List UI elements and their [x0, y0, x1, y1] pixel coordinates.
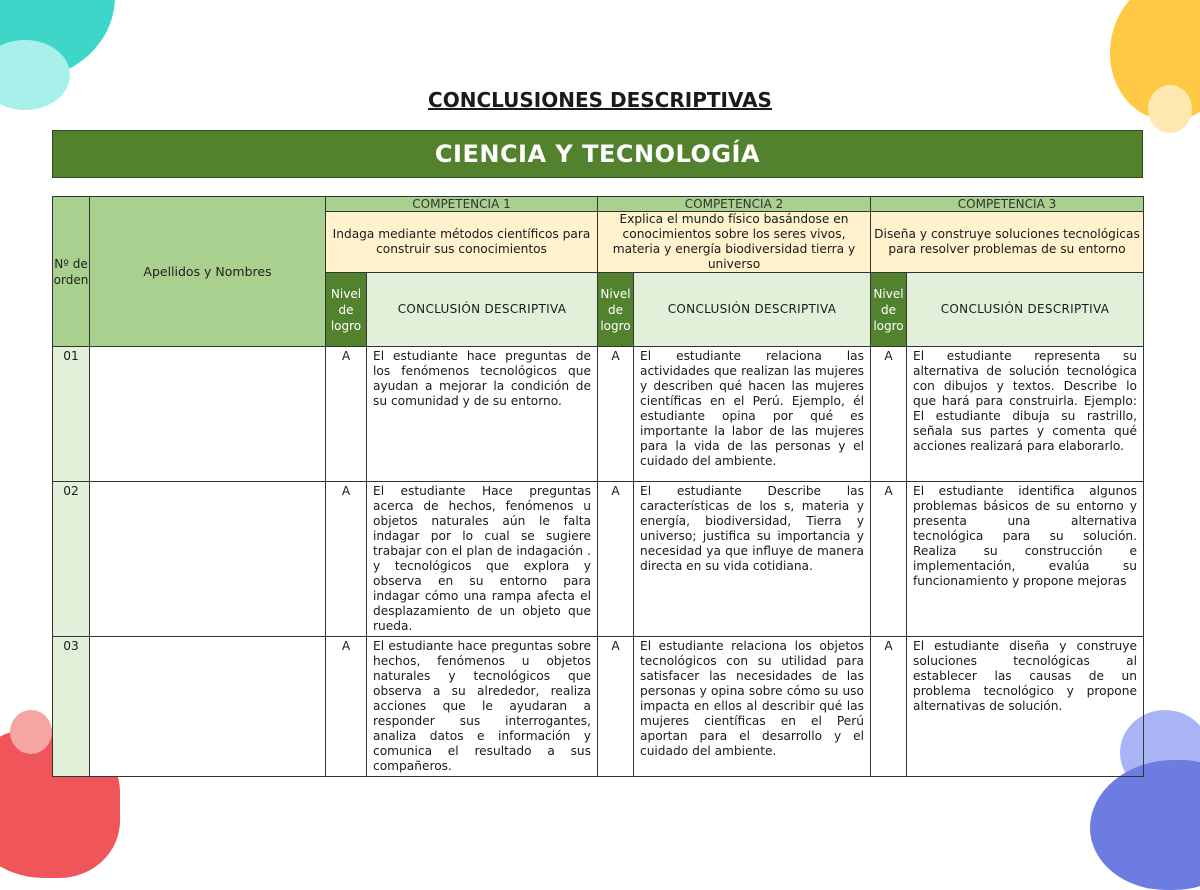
student-name-cell[interactable]: [90, 482, 326, 637]
decorative-blob: [10, 710, 52, 754]
achievement-level: A: [598, 347, 634, 482]
row-number: 03: [53, 637, 90, 777]
competency-2-description: Explica el mundo físico basándose en conocimientos sobre los seres vivos, materia y energía biodiversidad tierra y universo: [598, 212, 871, 273]
table-row: [53, 347, 1144, 482]
achievement-level: A: [598, 482, 634, 637]
conclusions-table: [52, 196, 1144, 777]
conclusion-text: El estudiante representa su alternativa de solución tecnológica con dibujos y textos. Describe lo que hará para construirla. Ejemplo: El estudiante dibuja su rastrillo, señala sus partes y comenta qué acciones realizará para elaborarlo.: [907, 347, 1144, 482]
competency-1-description: Indaga mediante métodos científicos para construir sus conocimientos: [326, 212, 598, 273]
conclusion-text: El estudiante hace preguntas sobre hechos, fenómenos u objetos naturales y tecnológicos que observa a su alrededor, realiza acciones que le ayudaran a responder sus interrogantes, analiza datos e información y comunica el resultado a sus compañeros.: [367, 637, 598, 777]
achievement-level: A: [326, 637, 367, 777]
subject-banner: CIENCIA Y TECNOLOGÍA: [52, 130, 1143, 178]
competency-2-label: COMPETENCIA 2: [598, 197, 871, 212]
achievement-level: A: [871, 347, 907, 482]
level-header: Nivel de logro: [871, 273, 907, 347]
level-header: Nivel de logro: [598, 273, 634, 347]
name-header: Apellidos y Nombres: [90, 197, 326, 347]
decorative-blob: [1090, 760, 1200, 890]
competency-1-label: COMPETENCIA 1: [326, 197, 598, 212]
achievement-level: A: [871, 482, 907, 637]
competency-3-description: Diseña y construye soluciones tecnológicas para resolver problemas de su entorno: [871, 212, 1144, 273]
level-header: Nivel de logro: [326, 273, 367, 347]
student-name-cell[interactable]: [90, 347, 326, 482]
conclusion-text: El estudiante diseña y construye soluciones tecnológicas al establecer las causas de un problema tecnológico y propone alternativas de solución.: [907, 637, 1144, 777]
student-name-cell[interactable]: [90, 637, 326, 777]
row-number: 01: [53, 347, 90, 482]
conclusion-text: El estudiante identifica algunos problemas básicos de su entorno y presenta una alternativa tecnológica para su solución. Realiza su construcción e implementación, evalúa su funcionamiento y propone mejoras: [907, 482, 1144, 637]
order-header: Nº de orden: [53, 197, 90, 347]
conclusion-text: El estudiante hace preguntas de los fenómenos tecnológicos que ayudan a mejorar la condición de su comunidad y de su entorno.: [367, 347, 598, 482]
table-row: [53, 482, 1144, 637]
conclusion-text: El estudiante relaciona los objetos tecnológicos con su utilidad para satisfacer las necesidades de las personas y opina sobre cómo su uso impacta en ellos al describir qué las mujeres científicas en el Perú aportan para el desarrollo y el cuidado del ambiente.: [634, 637, 871, 777]
table-row: [53, 637, 1144, 777]
row-number: 02: [53, 482, 90, 637]
achievement-level: A: [326, 482, 367, 637]
document-title: CONCLUSIONES DESCRIPTIVAS: [428, 88, 772, 112]
conclusion-text: El estudiante relaciona las actividades que realizan las mujeres y describen qué hacen las mujeres científicas en el Perú. Ejemplo, él estudiante opina por qué es importante la labor de las mujeres para la vida de las personas y el cuidado del ambiente.: [634, 347, 871, 482]
achievement-level: A: [326, 347, 367, 482]
conclusion-text: El estudiante Hace preguntas acerca de hechos, fenómenos u objetos naturales aún le falta indagar por lo cual se sugiere trabajar con el plan de indagación . y tecnológicos que explora y observa en su entorno para indagar cómo una rampa afecta el desplazamiento de un objeto que rueda.: [367, 482, 598, 637]
achievement-level: A: [598, 637, 634, 777]
competency-3-label: COMPETENCIA 3: [871, 197, 1144, 212]
conclusion-header: CONCLUSIÓN DESCRIPTIVA: [367, 273, 598, 347]
conclusion-text: El estudiante Describe las características de los s, materia y energía, biodiversidad, Tierra y universo; justifica su importancia y necesidad ya que influye de manera directa en su vida cotidiana.: [634, 482, 871, 637]
conclusion-header: CONCLUSIÓN DESCRIPTIVA: [634, 273, 871, 347]
conclusion-header: CONCLUSIÓN DESCRIPTIVA: [907, 273, 1144, 347]
achievement-level: A: [871, 637, 907, 777]
